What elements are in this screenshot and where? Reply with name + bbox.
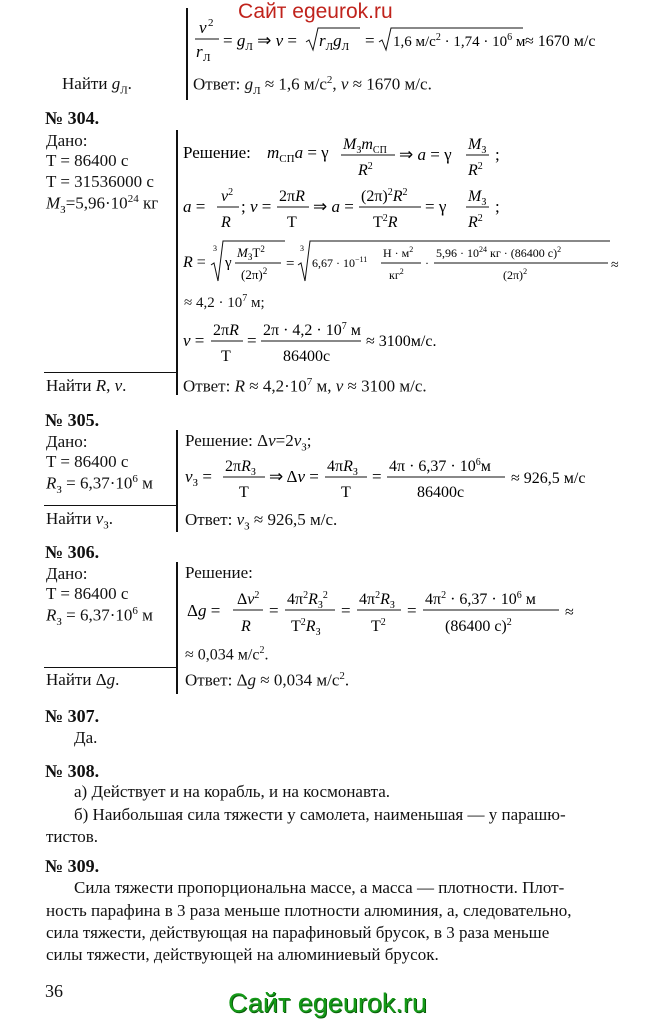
problem-305-number: № 305. xyxy=(45,410,100,430)
p305-formula xyxy=(185,452,615,504)
svg-text:·: · xyxy=(425,256,429,270)
svg-text:rЛgЛ: $r_Лg_Л$ xyxy=(319,31,350,53)
svg-text:Δv2: $\Delta v^2$ xyxy=(237,590,260,608)
svg-text:vЗ =: $v_З$ = xyxy=(185,467,212,489)
p306-given-R: $R_З = 6,37\cdot 10^6$ м xyxy=(46,605,153,629)
p304-given-label: Дано: xyxy=(46,131,88,150)
p304-hline xyxy=(44,372,177,373)
p306-hline xyxy=(44,667,177,668)
svg-text:⇒ a = γ: ⇒ a = γ xyxy=(399,145,452,164)
problem-309-number: № 309. xyxy=(45,856,100,876)
p309-line-3: сила тяжести, действующая на парафиновый брусок, в 3 раза меньше xyxy=(46,923,550,942)
svg-text:=: = xyxy=(286,256,295,272)
p305-find: Найти $v_З$. xyxy=(46,509,114,532)
svg-text:= γ: = γ xyxy=(425,197,447,216)
problem-307-number: № 307. xyxy=(45,706,100,726)
p306-formula xyxy=(185,584,605,640)
svg-text:v: v xyxy=(199,18,207,37)
svg-text:=: = xyxy=(365,31,375,50)
svg-text:4πRЗ: $4\pi R_З$ xyxy=(327,458,358,478)
page-number: 36 xyxy=(45,981,63,1001)
svg-text:T: T xyxy=(221,348,231,365)
svg-text:кг2: $кг^2$ xyxy=(389,267,404,282)
svg-text:3: 3 xyxy=(213,244,217,253)
svg-text:; v =: ; v = xyxy=(241,197,272,216)
svg-text:R: R xyxy=(221,214,231,231)
svg-text:2π · 4,2 · 107 м: $2\pi \cdot 4,2 \cdot 10^7$ м xyxy=(263,321,361,339)
p309-line-1: Сила тяжести пропорциональна массе, а масса — плотности. Плот- xyxy=(74,878,565,897)
svg-text:=: = xyxy=(372,467,382,486)
svg-text:2πRЗ: $2\pi R_З$ xyxy=(225,458,256,478)
svg-text:=: = xyxy=(341,601,351,620)
p309-line-2: ность парафина в 3 раза меньше плотности алюминия, а, следовательно, xyxy=(46,901,572,920)
svg-text:=: = xyxy=(269,601,279,620)
p304-find: Найти R, v. xyxy=(46,376,127,395)
svg-text:5,96 · 1024 кг · (86400 с)2: $5,96 \cdot 10^{24}$ кг · (86400 с)$^2$ xyxy=(436,245,562,260)
svg-text:T2RЗ: $T^2R_З$ xyxy=(291,617,321,638)
svg-text:≈: ≈ xyxy=(611,258,619,273)
svg-text:γ: γ xyxy=(225,255,232,271)
svg-text:r: r xyxy=(196,42,203,61)
svg-text:T: T xyxy=(341,484,351,501)
p306-divider xyxy=(176,562,178,694)
svg-text:⇒ Δv =: ⇒ Δv = xyxy=(269,467,319,486)
p307-text: Да. xyxy=(74,728,98,747)
prev-find: Найти $g_Л$. xyxy=(62,74,132,97)
svg-text:;: ; xyxy=(495,197,500,216)
p305-given-T: T = 86400 с xyxy=(46,452,129,471)
p306-find: Найти Δg. xyxy=(46,670,120,689)
svg-text:≈ 1670 м/с: ≈ 1670 м/с xyxy=(525,33,596,50)
p305-given-label: Дано: xyxy=(46,432,88,451)
problem-306-number: № 306. xyxy=(45,542,100,562)
svg-text:R2: $R^2$ xyxy=(468,161,483,179)
divider-prev xyxy=(186,8,188,100)
p308-b2: тистов. xyxy=(46,827,99,846)
svg-text:≈ 3100м/с.: ≈ 3100м/с. xyxy=(366,333,437,350)
svg-text:=: = xyxy=(407,601,417,620)
svg-text:mСПa = γ: $m_{СП}a = \gamma$ xyxy=(267,143,329,165)
svg-text:6,67 · 10−11: $6,67 \cdot 10^{-11}$ xyxy=(312,255,368,270)
p306-given-T: T = 86400 с xyxy=(46,584,129,603)
svg-text:(2π)2R2: $(2\pi)^2R^2$ xyxy=(361,187,408,205)
p304-answer: Ответ: $R \approx 4,2\cdot 10^7$ м, v ≈ 3100 м/с. xyxy=(183,376,427,396)
svg-text:Н · м2: $Н \cdot м^2$ xyxy=(383,245,414,260)
svg-text:R2: $R^2$ xyxy=(358,161,373,179)
p304-given-M: $M_З=5,96\cdot 10^{24}$ кг xyxy=(46,193,159,217)
svg-text:T2: $T^2$ xyxy=(371,617,386,635)
p305-divider xyxy=(176,430,178,532)
svg-text:v2: $v^2$ xyxy=(221,187,234,205)
p305-solution: Решение: $\Delta v=2v_З$; xyxy=(185,431,312,454)
p304-given-T1: T = 86400 с xyxy=(46,151,129,170)
p304-formula-1 xyxy=(183,132,523,184)
svg-text:≈: ≈ xyxy=(565,604,574,621)
watermark-top: Сайт egeurok.ru xyxy=(238,0,393,23)
svg-text:86400с: 86400с xyxy=(417,484,465,501)
p305-hline xyxy=(44,505,177,506)
svg-text:T: T xyxy=(239,484,249,501)
svg-text:R =: R = xyxy=(183,254,206,271)
problem-308-number: № 308. xyxy=(45,761,100,781)
svg-text:MЗ: $M_З$ xyxy=(468,136,487,156)
p304-formula-5 xyxy=(183,318,483,370)
svg-text:;: ; xyxy=(495,145,500,164)
formula-prev-line xyxy=(193,14,613,68)
svg-text:v =: v = xyxy=(183,331,205,350)
svg-text:MЗmСП: $M_Зm_{СП}$ xyxy=(343,136,387,156)
p306-answer: Ответ: Δg ≈ 0,034 $м/с^2$. xyxy=(185,670,350,690)
svg-text:4π2 · 6,37 · 106 м: $4\pi^2 \cdot 6,37 \cdot 10^6$ м xyxy=(425,590,536,608)
problem-304-number: № 304. xyxy=(45,108,100,128)
p304-given-T2: T = 31536000 с xyxy=(46,172,154,191)
p306-given-label: Дано: xyxy=(46,564,88,583)
svg-text:4π · 6,37 · 106м: $4\pi \cdot 6,37 \cdot 10^6м$ xyxy=(389,457,491,475)
svg-text:T: T xyxy=(287,214,297,231)
svg-text:= gЛ ⇒ v =: = $g_Л$ ⇒ v = xyxy=(223,31,297,53)
svg-text:Л: Л xyxy=(203,52,211,64)
svg-text:R2: $R^2$ xyxy=(468,213,483,231)
svg-text:3: 3 xyxy=(300,244,304,253)
svg-text:Δg =: Δg = xyxy=(187,601,221,620)
svg-text:MЗ: $M_З$ xyxy=(468,188,487,208)
svg-text:2πR: 2πR xyxy=(279,188,305,205)
svg-text:a =: a = xyxy=(183,197,206,216)
p306-line2: ≈ 0,034 $м/с^2$. xyxy=(185,645,269,664)
svg-text:≈ 926,5 м/с: ≈ 926,5 м/с xyxy=(511,470,586,487)
prev-answer: Ответ: $g_Л \approx 1,6$ $м/с^2$, v ≈ 1670 м/с. xyxy=(193,74,432,98)
svg-text:2πR: 2πR xyxy=(213,322,239,339)
svg-text:⇒ a =: ⇒ a = xyxy=(313,197,354,216)
p308-b1: б) Наибольшая сила тяжести у самолета, наименьшая — у парашю- xyxy=(74,805,566,824)
svg-text:R: R xyxy=(241,618,251,635)
p304-divider xyxy=(176,130,178,395)
svg-text:(2π)2: $(2\pi)^2$ xyxy=(241,266,268,282)
p306-solution-label: Решение: xyxy=(185,563,253,582)
p309-line-4: силы тяжести, действующей на алюминиевый брусок. xyxy=(46,945,439,964)
svg-text:4π2RЗ2: $4\pi^2R_З^2$ xyxy=(287,590,328,611)
svg-text:=: = xyxy=(247,331,257,350)
svg-text:T2R: $T^2R$ xyxy=(373,213,398,231)
p304-formula-2 xyxy=(183,184,523,236)
svg-text:(2π)2: $(2\pi)^2$ xyxy=(503,267,528,282)
watermark-bottom: Сайт egeurok.ru xyxy=(228,988,427,1018)
p308-a: а) Действует и на корабль, и на космонавта. xyxy=(74,782,391,801)
p304-line4: ≈ $4,2 \cdot 10^7$ м; xyxy=(184,293,265,311)
svg-text:2: 2 xyxy=(208,17,214,29)
svg-text:86400с: 86400с xyxy=(283,348,331,365)
p305-given-R: $R_З = 6,37\cdot 10^6$ м xyxy=(46,473,153,497)
svg-text:Решение:: Решение: xyxy=(183,143,251,162)
svg-text:1,6 м/с2 · 1,74 · 106 м: 1,6 $м/с^2 \cdot 1,74 \cdot 10^6$ м xyxy=(393,32,526,50)
p304-formula-3 xyxy=(183,237,628,293)
p305-answer: Ответ: $v_З \approx 926,5$ м/с. xyxy=(185,510,338,533)
svg-text:4π2RЗ: $4\pi^2R_З$ xyxy=(359,590,395,611)
svg-text:(86400 с)2: (86400 с)$^2$ xyxy=(445,617,512,635)
svg-text:MЗT2: $M_ЗT^2$ xyxy=(237,244,265,262)
